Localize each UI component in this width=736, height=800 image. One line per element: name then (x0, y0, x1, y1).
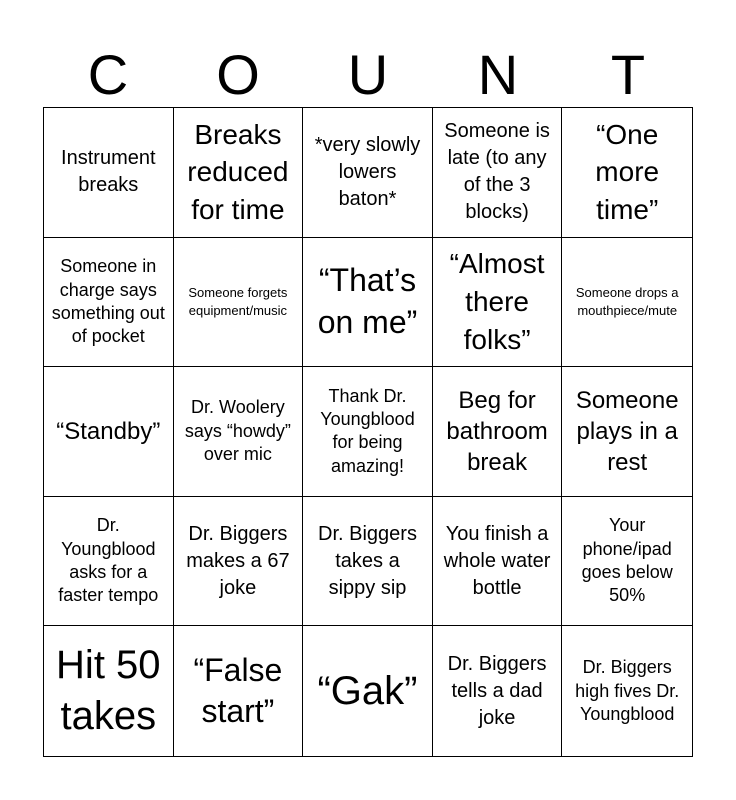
bingo-cell-r3c4[interactable]: Beg for bathroom break (433, 367, 563, 497)
header-letter-u: U (347, 43, 389, 106)
header-letter-n: N (477, 43, 519, 106)
bingo-cell-r5c1[interactable]: Hit 50 takes (44, 626, 174, 756)
bingo-cell-r4c2[interactable]: Dr. Biggers makes a 67 joke (174, 497, 304, 627)
bingo-board (43, 107, 693, 757)
header-letter-t: T (610, 43, 646, 106)
bingo-cell-r3c3[interactable]: Thank Dr. Youngblood for being amazing! (303, 367, 433, 497)
bingo-cell-r5c3[interactable]: “Gak” (303, 626, 433, 756)
bingo-cell-r4c1[interactable]: Dr. Youngblood asks for a faster tempo (44, 497, 174, 627)
bingo-cell-r4c5[interactable]: Your phone/ipad goes below 50% (562, 497, 692, 627)
bingo-cell-r2c2[interactable]: Someone forgets equipment/music (174, 238, 304, 368)
bingo-cell-r3c2[interactable]: Dr. Woolery says “howdy” over mic (174, 367, 304, 497)
bingo-cell-r4c4[interactable]: You finish a whole water bottle (433, 497, 563, 627)
bingo-cell-r4c3[interactable]: Dr. Biggers takes a sippy sip (303, 497, 433, 627)
bingo-cell-r2c5[interactable]: Someone drops a mouthpiece/mute (562, 238, 692, 368)
bingo-header (43, 44, 693, 106)
header-letter-c: C (87, 43, 129, 106)
bingo-cell-r1c5[interactable]: “One more time” (562, 108, 692, 238)
bingo-cell-r1c4[interactable]: Someone is late (to any of the 3 blocks) (433, 108, 563, 238)
bingo-cell-r5c2[interactable]: “False start” (174, 626, 304, 756)
bingo-cell-r1c3[interactable]: *very slowly lowers baton* (303, 108, 433, 238)
header-letter-o: O (216, 43, 260, 106)
bingo-cell-r3c1[interactable]: “Standby” (44, 367, 174, 497)
bingo-cell-r1c2[interactable]: Breaks reduced for time (174, 108, 304, 238)
bingo-cell-r2c4[interactable]: “Almost there folks” (433, 238, 563, 368)
bingo-cell-r5c5[interactable]: Dr. Biggers high fives Dr. Youngblood (575, 657, 680, 724)
bingo-cell-r2c1[interactable]: Someone in charge says something out of pocket (44, 238, 174, 368)
bingo-cell-r5c4[interactable]: Dr. Biggers tells a dad joke (433, 626, 563, 756)
bingo-cell-r1c1[interactable]: Instrument breaks (44, 108, 174, 238)
bingo-cell-r3c5[interactable]: Someone plays in a rest (562, 367, 692, 497)
bingo-cell-r2c3[interactable]: “That’s on me” (303, 238, 433, 368)
